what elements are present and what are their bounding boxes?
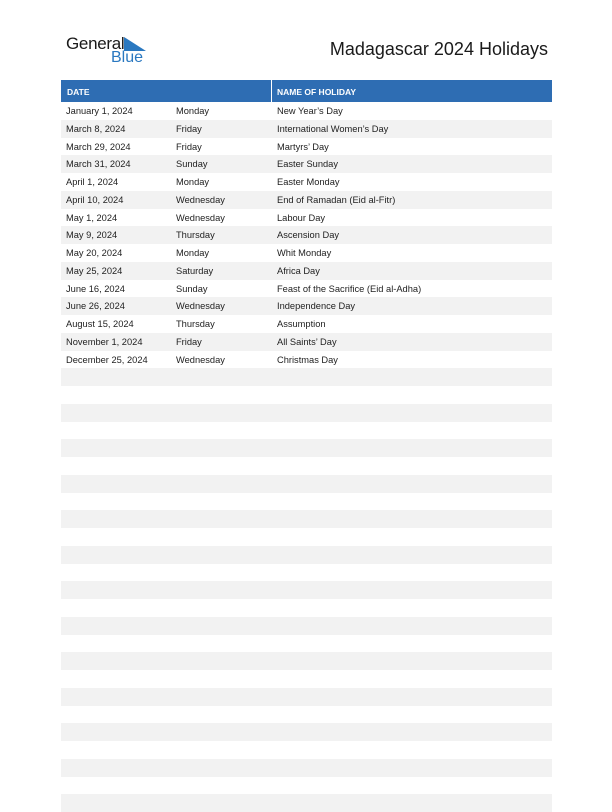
table-row	[61, 546, 552, 564]
cell-date: March 31, 2024	[66, 159, 131, 170]
table-row	[61, 688, 552, 706]
cell-date: May 25, 2024	[66, 265, 123, 276]
cell-date: January 1, 2024	[66, 106, 133, 116]
cell-holiday-name: Labour Day	[277, 212, 326, 223]
cell-holiday-name: All Saints’ Day	[277, 336, 337, 347]
table-row	[61, 439, 552, 457]
cell-weekday: Monday	[176, 106, 210, 116]
table-row	[61, 386, 552, 404]
table-row	[61, 617, 552, 635]
cell-holiday-name: Easter Sunday	[277, 159, 338, 170]
cell-date: November 1, 2024	[66, 336, 143, 347]
cell-holiday-name: Feast of the Sacrifice (Eid al-Adha)	[277, 283, 422, 294]
table-row	[61, 581, 552, 599]
cell-date: May 1, 2024	[66, 212, 118, 223]
cell-date: April 1, 2024	[66, 177, 119, 187]
cell-weekday: Wednesday	[176, 194, 225, 205]
cell-date: April 10, 2024	[66, 194, 124, 205]
cell-weekday: Wednesday	[176, 301, 225, 312]
cell-holiday-name: End of Ramadan (Eid al-Fitr)	[277, 194, 396, 205]
table-row	[61, 635, 552, 653]
cell-date: May 9, 2024	[66, 230, 118, 241]
logo-text-general: General	[66, 34, 125, 53]
cell-weekday: Friday	[176, 141, 202, 152]
cell-date: August 15, 2024	[66, 319, 134, 329]
table-row	[61, 120, 552, 138]
table-row	[61, 351, 552, 369]
header-divider	[271, 80, 272, 102]
table-row	[61, 493, 552, 511]
cell-holiday-name: Martyrs’ Day	[277, 141, 329, 152]
table-body	[61, 102, 552, 812]
table-row	[61, 262, 552, 280]
holiday-table	[61, 80, 552, 812]
table-row	[61, 599, 552, 617]
table-row	[61, 191, 552, 209]
table-row	[61, 244, 552, 262]
table-row	[61, 173, 552, 191]
table-row	[61, 475, 552, 493]
table-row	[61, 723, 552, 741]
cell-weekday: Friday	[176, 123, 202, 134]
cell-weekday: Monday	[176, 248, 210, 258]
table-row	[61, 564, 552, 582]
table-row	[61, 368, 552, 386]
table-row	[61, 528, 552, 546]
cell-weekday: Wednesday	[176, 212, 225, 223]
table-row	[61, 138, 552, 156]
table-row	[61, 333, 552, 351]
cell-holiday-name: Africa Day	[277, 265, 320, 276]
table-row	[61, 670, 552, 688]
cell-date: June 16, 2024	[66, 283, 125, 294]
column-header-date: DATE	[67, 87, 90, 97]
cell-holiday-name: Easter Monday	[277, 177, 340, 187]
cell-holiday-name: Ascension Day	[277, 230, 340, 241]
table-row	[61, 422, 552, 440]
table-row	[61, 280, 552, 298]
cell-weekday: Thursday	[176, 230, 215, 241]
table-header	[61, 80, 552, 102]
table-row	[61, 706, 552, 724]
cell-weekday: Saturday	[176, 265, 214, 276]
table-row	[61, 759, 552, 777]
cell-weekday: Sunday	[176, 283, 208, 294]
table-row	[61, 457, 552, 475]
table-row	[61, 155, 552, 173]
cell-date: May 20, 2024	[66, 248, 123, 258]
cell-holiday-name: Independence Day	[277, 301, 356, 312]
column-header-name: NAME OF HOLIDAY	[277, 87, 357, 97]
cell-date: March 29, 2024	[66, 141, 131, 152]
page-title: Madagascar 2024 Holidays	[329, 39, 548, 59]
logo-text-blue: Blue	[111, 49, 144, 66]
cell-date: March 8, 2024	[66, 123, 126, 134]
table-row	[61, 315, 552, 333]
table-row	[61, 652, 552, 670]
cell-holiday-name: Whit Monday	[277, 248, 332, 258]
table-row	[61, 741, 552, 759]
table-row	[61, 102, 552, 120]
table-row	[61, 297, 552, 315]
table-row	[61, 404, 552, 422]
brand-logo	[66, 34, 156, 68]
cell-date: December 25, 2024	[66, 354, 148, 365]
table-row	[61, 510, 552, 528]
cell-date: June 26, 2024	[66, 301, 125, 312]
table-row	[61, 209, 552, 227]
cell-holiday-name: New Year’s Day	[277, 106, 343, 116]
cell-holiday-name: International Women’s Day	[277, 123, 389, 134]
cell-weekday: Thursday	[176, 319, 215, 329]
cell-weekday: Wednesday	[176, 354, 225, 365]
cell-holiday-name: Christmas Day	[277, 354, 338, 365]
cell-weekday: Sunday	[176, 159, 208, 170]
table-row	[61, 794, 552, 812]
cell-weekday: Friday	[176, 336, 202, 347]
cell-holiday-name: Assumption	[277, 319, 326, 329]
table-row	[61, 226, 552, 244]
cell-weekday: Monday	[176, 177, 210, 187]
